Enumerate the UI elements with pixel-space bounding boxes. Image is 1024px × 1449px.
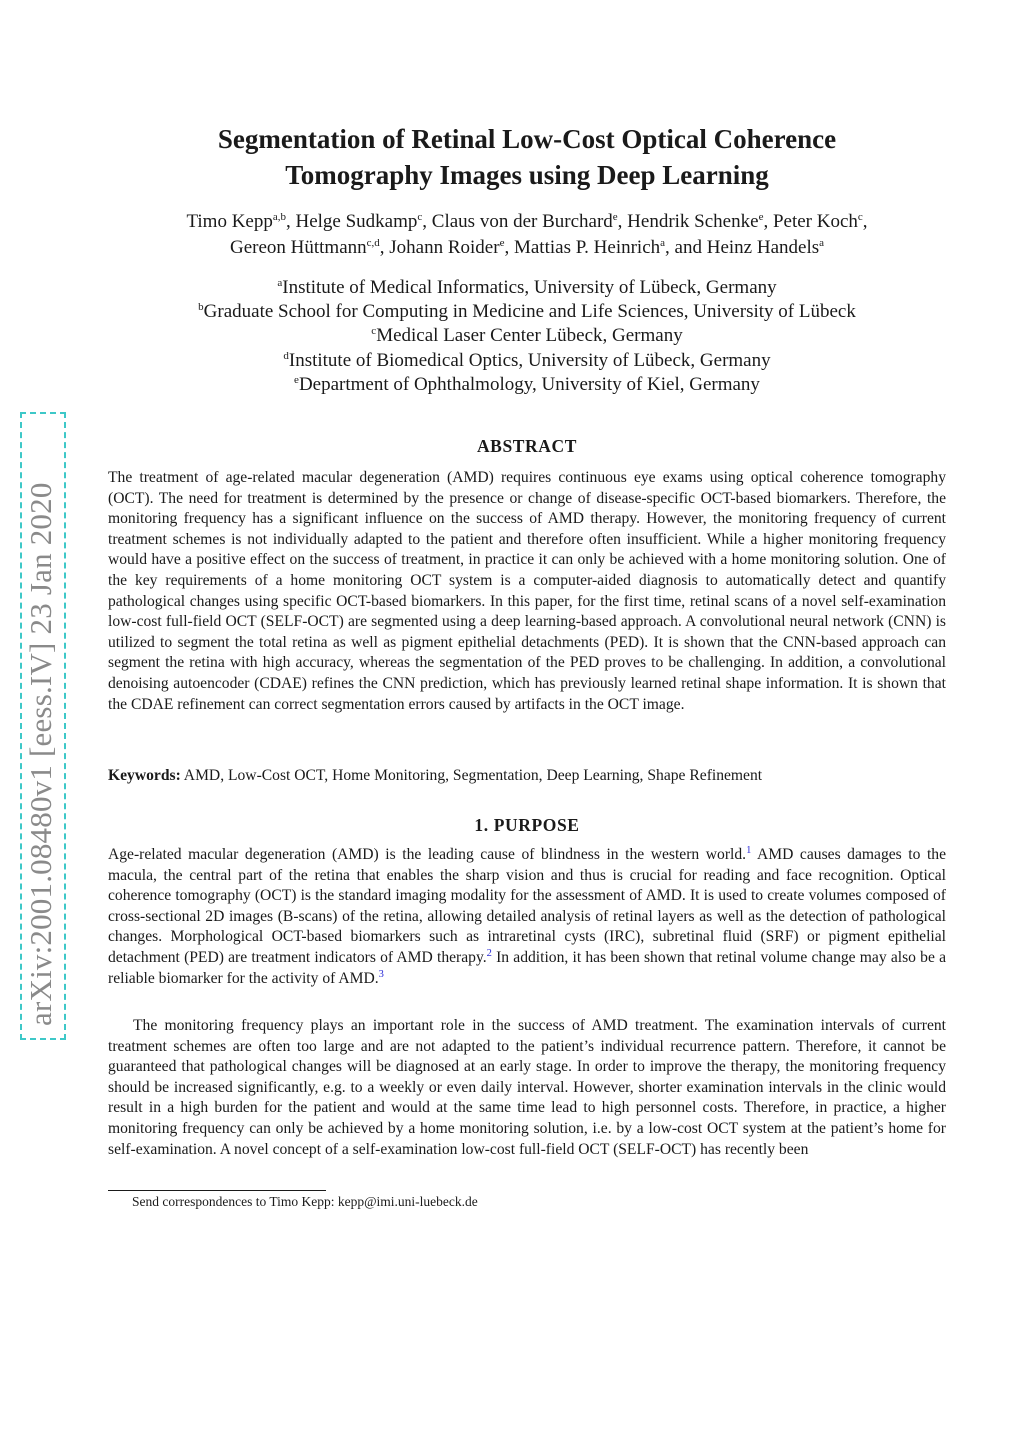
affiliation-mark: e	[294, 373, 299, 386]
author-affiliation-mark: e	[612, 211, 618, 223]
author-final-conjunction: , and	[665, 237, 707, 258]
author-affiliation-mark: c	[857, 211, 863, 223]
affiliation-text: Institute of Biomedical Optics, University of Lübeck, Germany	[288, 349, 771, 371]
keywords-label: Keywords:	[108, 767, 181, 784]
affiliation-mark: a	[277, 277, 283, 289]
author-name: Mattias P. Heinrich	[513, 237, 661, 258]
author-name: Hendrik Schenke	[627, 211, 759, 232]
author-separator: ,	[422, 211, 432, 232]
affiliation	[108, 324, 946, 348]
affiliation	[108, 373, 946, 397]
affiliation-text: Medical Laser Center Lübeck, Germany	[376, 325, 683, 347]
author-affiliation-mark: c,d	[366, 237, 380, 249]
author-name: Heinz Handels	[706, 237, 820, 258]
author-separator: ,	[286, 211, 296, 232]
title-line-2: Tomography Images using Deep Learning	[285, 160, 769, 190]
author-separator: ,	[763, 211, 773, 232]
keywords	[108, 766, 946, 787]
affiliation-text: Department of Ophthalmology, University of Kiel, Germany	[298, 373, 760, 395]
affiliation-text: Institute of Medical Informatics, University of Lübeck, Germany	[282, 277, 777, 298]
author-affiliation-mark: e	[499, 237, 505, 249]
citation-link-1[interactable]: 1	[746, 845, 752, 856]
paragraph-text: Age-related macular degeneration (AMD) is the leading cause of blindness in the western world.	[108, 846, 747, 863]
citation-link-3[interactable]: 3	[378, 968, 384, 980]
author-affiliation-mark: a,b	[272, 211, 286, 223]
paragraph-text: In addition, it has been shown that retinal volume change may also be a reliable biomarker for the activity of AMD.	[108, 948, 946, 987]
affiliation-mark: b	[198, 301, 204, 314]
author-affiliation-mark: c	[417, 211, 423, 223]
section-heading-purpose: 1. PURPOSE	[474, 815, 580, 835]
footnote-rule	[108, 1190, 326, 1191]
author-name: Peter Koch	[772, 211, 858, 232]
author-name: Gereon Hüttmann	[229, 237, 367, 258]
author-list	[108, 209, 946, 261]
arxiv-identifier[interactable]: arXiv:2001.08480v1 [eess.IV] 23 Jan 2020	[23, 482, 58, 1026]
author-separator: ,	[504, 237, 514, 258]
affiliation	[108, 349, 946, 373]
author-affiliation-mark: a	[819, 237, 825, 249]
citation-link-2[interactable]: 2	[486, 947, 492, 959]
author-name: Helge Sudkamp	[295, 211, 418, 232]
abstract-heading: ABSTRACT	[476, 436, 578, 456]
correspondence-footnote: Send correspondences to Timo Kepp: kepp@imi.uni-luebeck.de	[132, 1194, 478, 1209]
author-affiliation-mark: a	[660, 237, 666, 249]
author-name: Johann Roider	[389, 237, 500, 258]
paper-title	[108, 121, 946, 193]
purpose-paragraph-2: The monitoring frequency plays an important role in the success of AMD treatment. The examination intervals of current treatment schemes are often too large and are not adapted to the patient’s individual recurrence pattern. Therefore, it cannot be guaranteed that pathological changes will be diagnosed at an early stage. In order to improve the therapy, the monitoring frequency should be increased significantly, e.g. to a weekly or even daily interval. However, shorter examination intervals in the clinic would result in a high burden for the patient and would at the same time lead to high personnel costs. Therefore, in practice, a higher monitoring frequency can only be achieved by a home monitoring solution, i.e. by a low-cost OCT system at the patient’s home for self-examination. A novel concept of a self-examination low-cost full-field OCT (SELF-OCT) has recently been	[108, 1017, 946, 1158]
author-separator: ,	[379, 237, 390, 258]
author-name: Claus von der Burchard	[431, 211, 613, 232]
abstract-text: The treatment of age-related macular degeneration (AMD) requires continuous eye exams using optical coherence tomography (OCT). The need for treatment is determined by the presence or change of disease-specific OCT-based biomarkers. Therefore, the monitoring frequency has a significant influence on the success of AMD therapy. However, the monitoring frequency of current treatment schemes is not individually adapted to the patient and therefore often insufficient. While a higher monitoring frequency would have a positive effect on the success of treatment, in practice it can only be achieved with a home monitoring solution. One of the key requirements of a home monitoring OCT system is a computer-aided diagnosis to automatically detect and quantify pathological changes using specific OCT-based biomarkers. In this paper, for the first time, retinal scans of a novel self-examination low-cost full-field OCT (SELF-OCT) are segmented using a deep learning-based approach. A convolutional neural network (CNN) is utilized to segment the total retina as well as pigment epithelial detachments (PED). It is shown that the CNN-based approach can segment the retina with high accuracy, whereas the segmentation of the PED proves to be challenging. In addition, a convolutional denoising autoencoder (CDAE) refines the CNN prediction, which has previously learned retinal shape information. It is shown that the CDAE refinement can correct segmentation errors caused by artifacts in the OCT image.	[108, 469, 946, 713]
author-separator: ,	[617, 211, 628, 232]
affiliation-mark: d	[283, 349, 289, 362]
purpose-paragraph-1	[108, 845, 946, 989]
affiliation-text: Graduate School for Computing in Medicine and Life Sciences, University of Lübeck	[203, 301, 856, 323]
affiliation	[108, 300, 946, 324]
affiliation-list	[108, 276, 946, 397]
author-separator: ,	[862, 211, 868, 232]
affiliation-mark: c	[371, 325, 377, 338]
keywords-text: AMD, Low-Cost OCT, Home Monitoring, Segmentation, Deep Learning, Shape Refinement	[180, 767, 763, 784]
affiliation	[108, 276, 946, 300]
paragraph-text: AMD causes damages to the macula, the central part of the retina that enables the sharp vision and thus is crucial for reading and face recognition. Optical coherence tomography (OCT) is the standard imaging modality for the assessment of AMD. It is used to create volumes composed of cross-sectional 2D images (B-scans) of the retina, allowing detailed analysis of retinal layers as well as the detection of pathological changes. Morphological OCT-based biomarkers such as intraretinal cysts (IRC), subretinal fluid (SRF) or pigment epithelial detachment (PED) are treatment indicators of AMD therapy.	[108, 846, 947, 966]
author-affiliation-mark: e	[758, 211, 764, 223]
title-line-1: Segmentation of Retinal Low-Cost Optical Coherence	[217, 124, 837, 154]
author-name: Timo Kepp	[186, 211, 273, 232]
